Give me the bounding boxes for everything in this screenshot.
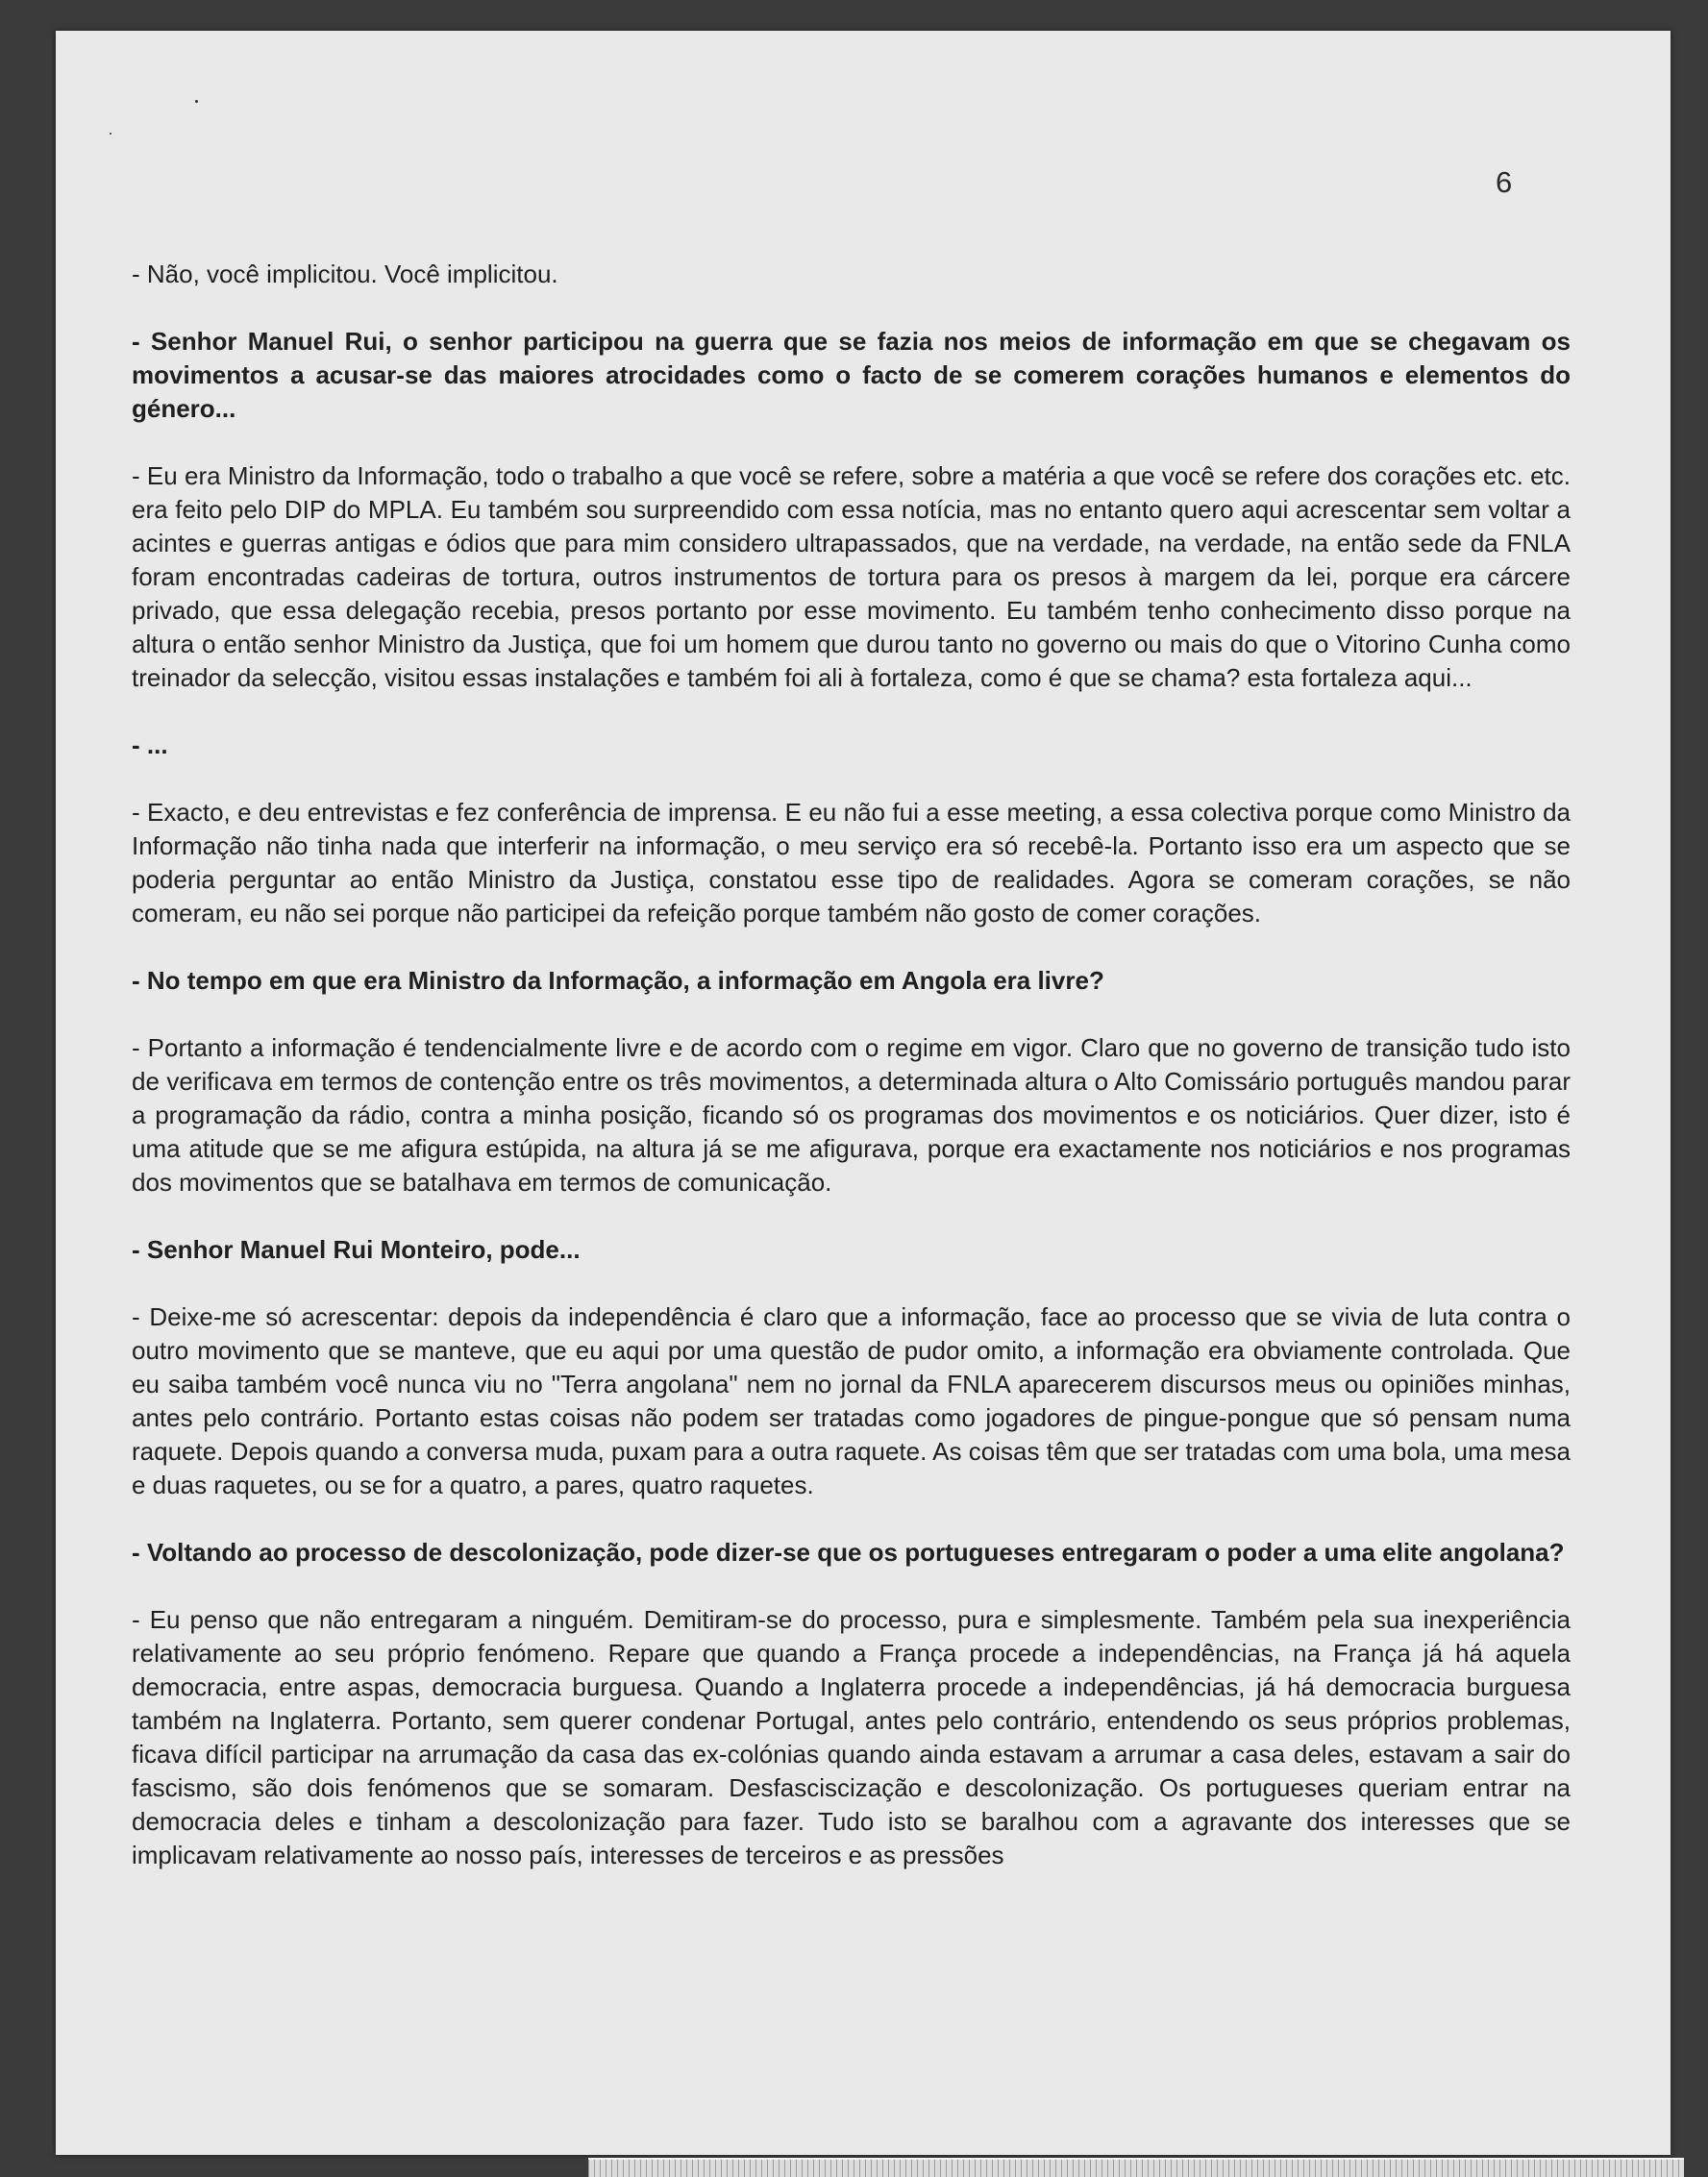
paper-mark [110, 133, 111, 135]
question-paragraph: - Senhor Manuel Rui Monteiro, pode... [132, 1235, 581, 1264]
answer-paragraph: - Deixe-me só acrescentar: depois da independência é claro que a informação, face ao processo que se vivia de luta contra o outro movimento que se manteve, que eu aqui por uma questão de pudor omito, a informação era obviamente controlada. Que eu saiba também você nunca viu no "Terra angolana" nem no jornal da FNLA aparecerem discursos meus ou opiniões minhas, antes pelo contrário. Portanto estas coisas não podem ser tratadas como jogadores de pingue-pongue que só pensam numa raquete. Depois quando a conversa muda, puxam para a outra raquete. As coisas têm que ser tratadas com uma bola, uma mesa e duas raquetes, ou se for a quatro, a pares, quatro raquetes. [132, 1302, 1571, 1499]
answer-paragraph: - Não, você implicitou. Você implicitou. [132, 260, 558, 288]
question-paragraph: - ... [132, 730, 168, 759]
question-paragraph: - Senhor Manuel Rui, o senhor participou na guerra que se fazia nos meios de informação em que se chegavam os movimentos a acusar-se das maiores atrocidades como o facto de se comerem corações humanos e elementos do género... [132, 327, 1571, 423]
answer-paragraph: - Portanto a informação é tendencialmente livre e de acordo com o regime em vigor. Claro que no governo de transição tudo isto de verificava em termos de contenção entre os três movimentos, a determinada altura o Alto Comissário português mandou parar a programação da rádio, contra a minha posição, ficando só os programas dos movimentos e os noticiários. Quer dizer, isto é uma atitude que se me afigura estúpida, na altura já se me afigurava, porque era exactamente nos noticiários e nos programas dos movimentos que se batalhava em termos de comunicação. [132, 1033, 1571, 1197]
answer-paragraph: - Exacto, e deu entrevistas e fez conferência de imprensa. E eu não fui a esse meeting, a essa colectiva porque como Ministro da Informação não tinha nada que interferir na informação, o meu serviço era só recebê-la. Portanto isso era um aspecto que se poderia perguntar ao então Ministro da Justiça, constatou esse tipo de realidades. Agora se comeram corações, se não comeram, eu não sei porque não participei da refeição porque também não gosto de comer corações. [132, 798, 1571, 928]
answer-paragraph: - Eu era Ministro da Informação, todo o trabalho a que você se refere, sobre a matéria a que você se refere dos corações etc. etc. era feito pelo DIP do MPLA. Eu também sou surpreendido com essa notícia, mas no entanto quero aqui acrescentar sem voltar a acintes e guerras antigas e ódios que para mim considero ultrapassados, que na verdade, na verdade, na então sede da FNLA foram encontradas cadeiras de tortura, outros instrumentos de tortura para os presos à margem da lei, porque era cárcere privado, que essa delegação recebia, presos portanto por esse movimento. Eu também tenho conhecimento disso porque na altura o então senhor Ministro da Justiça, que foi um homem que durou tanto no governo ou mais do que o Vitorino Cunha como treinador da selecção, visitou essas instalações e também foi ali à fortaleza, como é que se chama? esta fortaleza aqui... [132, 461, 1571, 692]
question-paragraph: - Voltando ao processo de descolonização, pode dizer-se que os portugueses entregaram o poder a uma elite angolana? [132, 1538, 1565, 1567]
paper-mark [195, 100, 198, 103]
answer-paragraph: - Eu penso que não entregaram a ninguém. Demitiram-se do processo, pura e simplesmente. Também pela sua inexperiência relativamente ao seu próprio fenómeno. Repare que quando a França procede a independências, na França já há aquela democracia, entre aspas, democracia burguesa. Quando a Inglaterra procede a independências, já há democracia burguesa também na Inglaterra. Portanto, sem querer condenar Portugal, antes pelo contrário, entendendo os seus próprios problemas, ficava difícil participar na arrumação da casa das ex-colónias quando ainda estavam a arrumar a casa deles, estavam a sair do fascismo, são dois fenómenos que se somaram. Desfasciscização e descolonização. Os portugueses queriam entrar na democracia deles e tinham a descolonização para fazer. Tudo isto se baralhou com a agravante dos interesses que se implicavam relativamente ao nosso país, interesses de terceiros e as pressões [132, 1605, 1571, 1869]
transcript-body [132, 258, 1571, 1906]
question-paragraph: - No tempo em que era Ministro da Informação, a informação em Angola era livre? [132, 966, 1104, 995]
scan-ruler [588, 2158, 1684, 2177]
page-number: 6 [1496, 165, 1513, 199]
